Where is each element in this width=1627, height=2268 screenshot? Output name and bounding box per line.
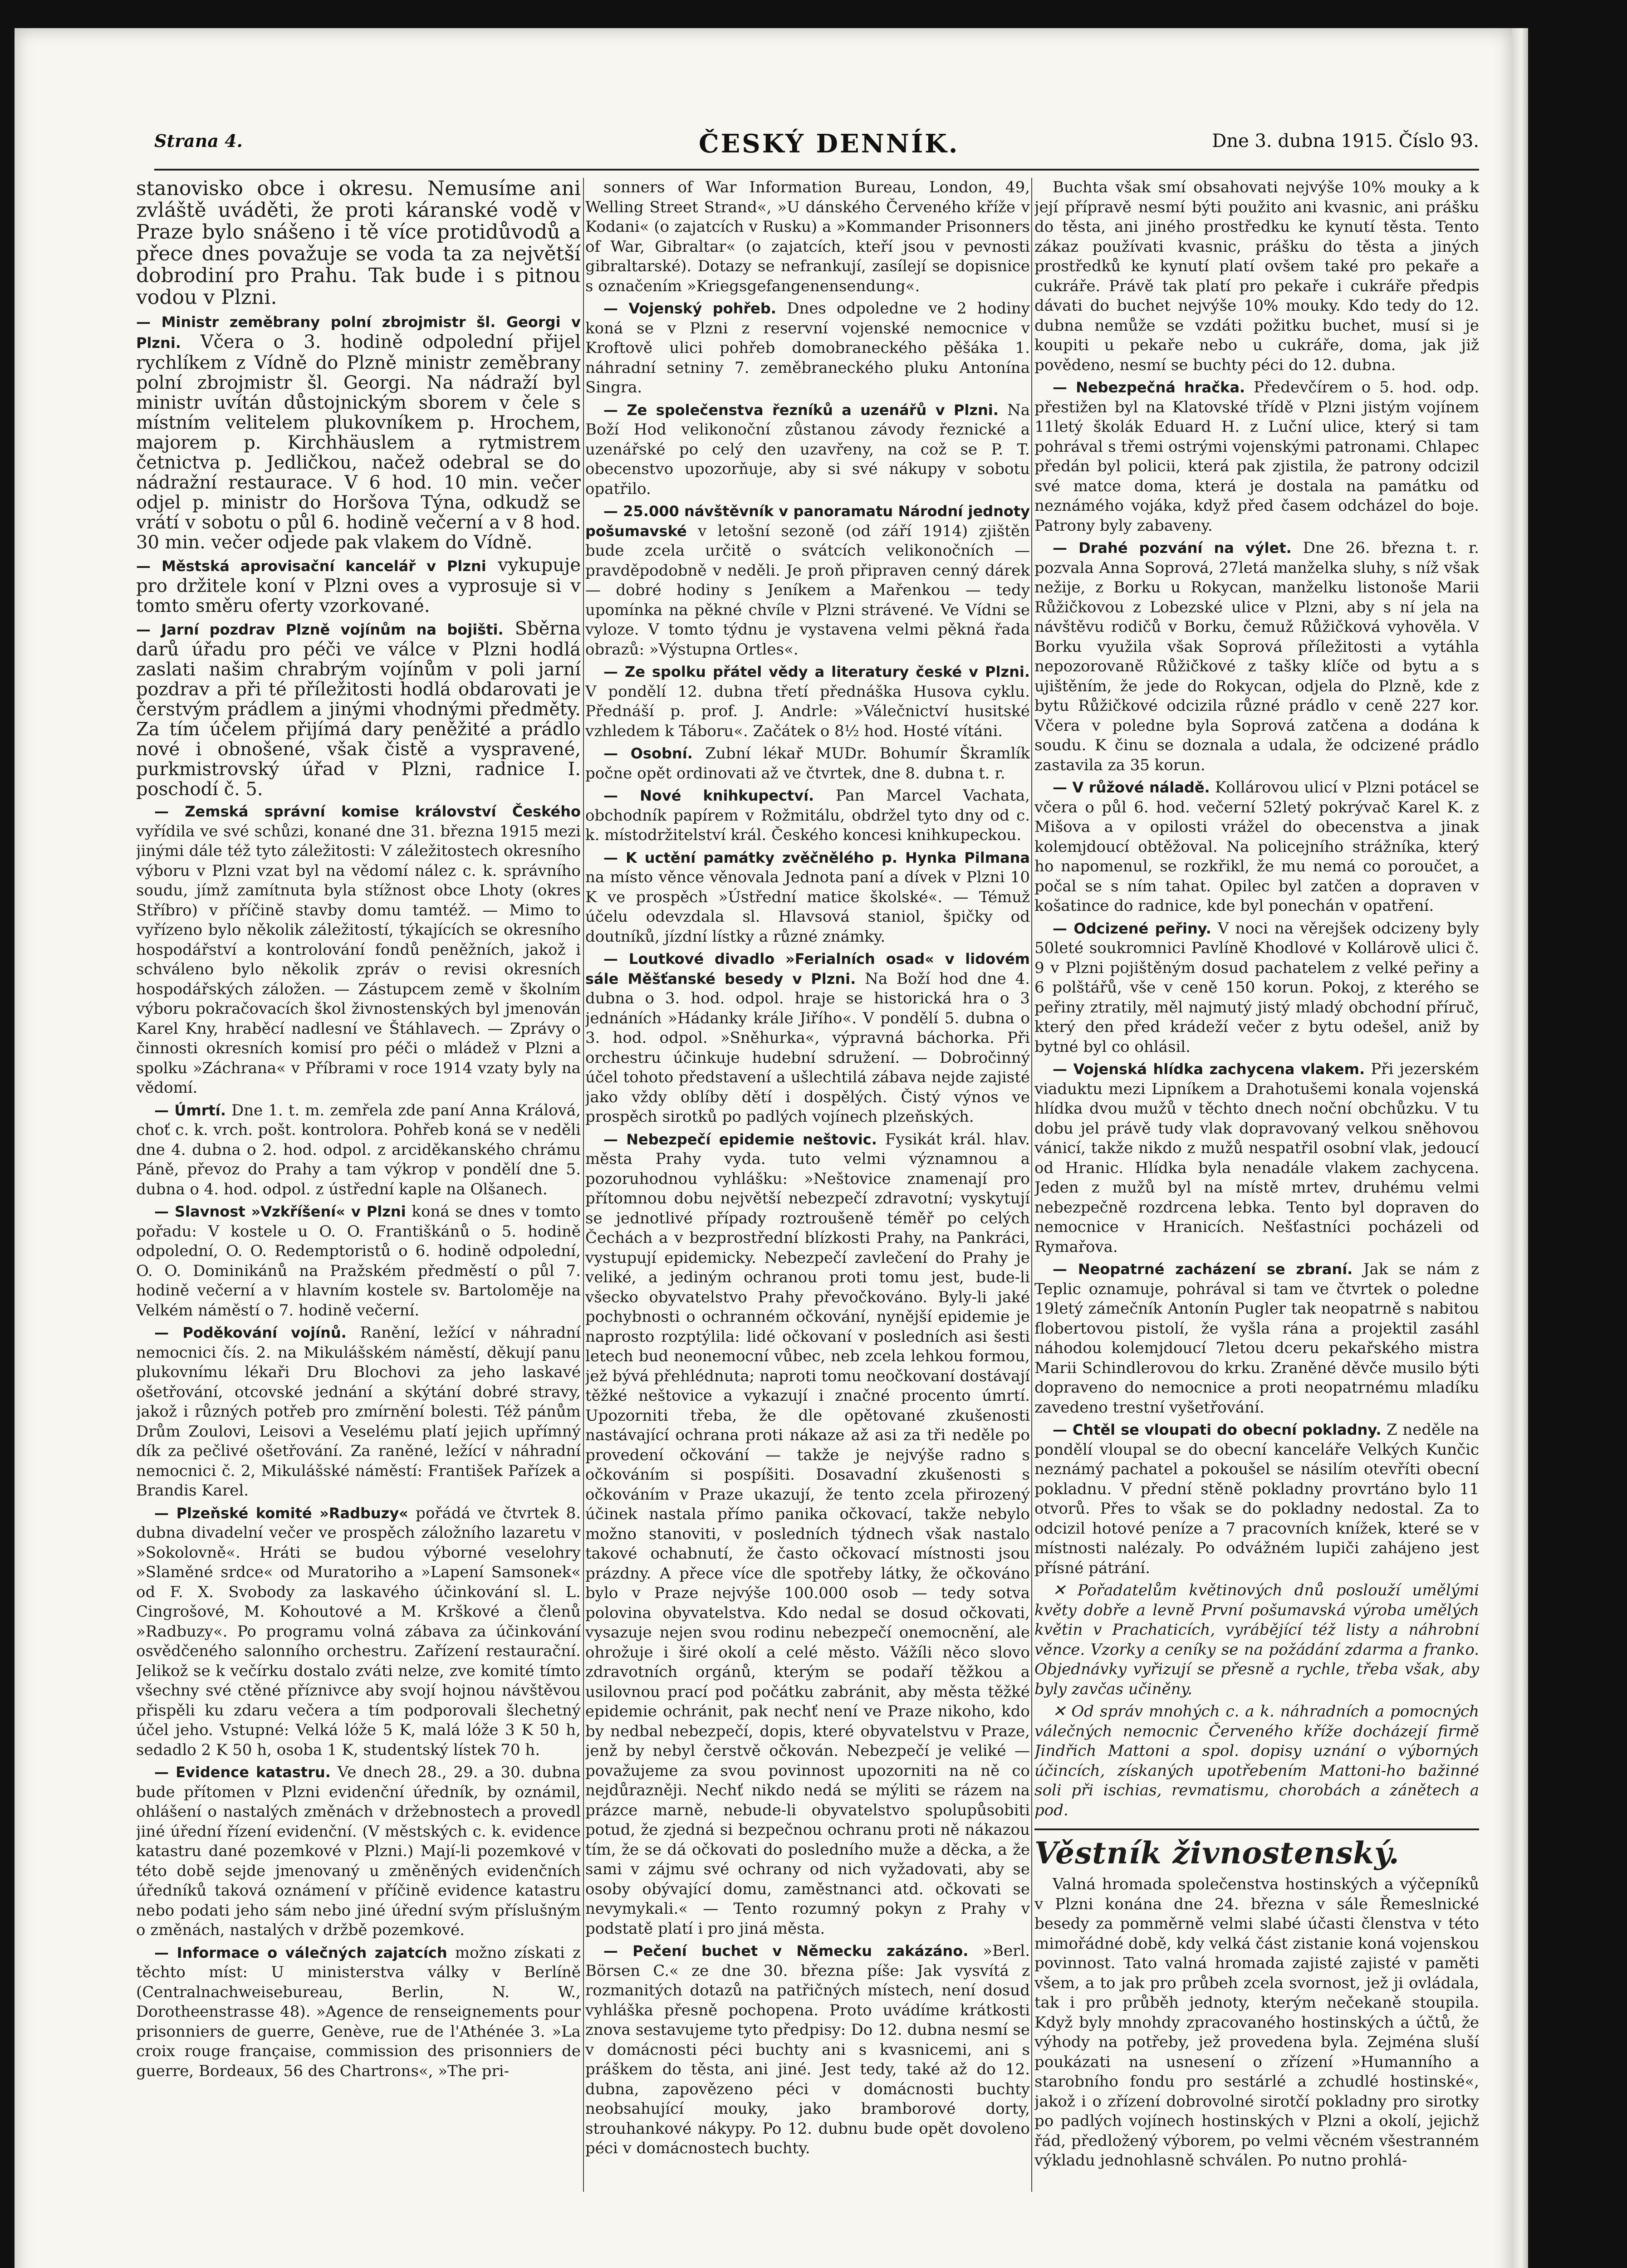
article bbox=[1034, 1060, 1479, 1257]
article-text: Dne 26. března t. r. pozvala Anna Soprová, 27letá manželka sluhy, s níž však nežije, z Borku u Rokycan, manželku listonoše Marii Růžičkovou z Lobezské ulice v Plzni, aby s ní jela na návštěvu rodičů v Borku, čemuž Růžičková vyhověla. V Borku využila však Soprová příležitosti a vytáhla nepozorovaně Růžičkové z tašky klíče od bytu a s ujištěním, že jede do Rokycan, odjela do Plzně, kde z bytu Růžičkové odcizila různé prádlo v ceně 227 kor. Včera v poledne byla Soprová zatčena a dodána k soudu. K činu se doznala a udala, že odcizené prádlo zastavila za 35 korun. bbox=[1034, 539, 1479, 774]
article-heading: — 25.000 návštěvník v panoramatu Národní jednoty pošumavské bbox=[585, 503, 1030, 540]
article bbox=[585, 744, 1030, 783]
article bbox=[1034, 538, 1479, 775]
article-text: sonners of War Information Bureau, London, 49, Welling Street Strand«, »U dánského Červeného kříže v Kodani« (o zajatcích v Rusku) a »Kommander Prisonners of War, Gibraltar« (o zajatcích, kteří jsou v pevnosti gibraltarské). Dotazy se nefrankují, zasílejí se dopisnice s označením »Kriegsgefangenensendung«. bbox=[585, 178, 1030, 295]
article-heading: — Plzeňské komité »Radbuzy« bbox=[154, 1504, 408, 1522]
article bbox=[1034, 1420, 1479, 1578]
article-text: Buchta však smí obsahovati nejvýše 10% mouky a k její přípravě nesmí býti použito ani kvasnic, ani prášku do těsta, ani jiného prostředku ke kynutí těsta. Tento zákaz používati kvasnic, prášku do těsta a jiných prostředků ke kynutí platí ovšem také pro pekaře a cukráře. Právě tak platí pro pekaře i cukráře předpis dávati do buchet nejvýše 10% mouky. Kdo tedy do 12. dubna nemůže se vzdáti požitku buchet, musí si je koupiti u pekaře nebo u cukráře, doma, jak již povědeno, nesmí se buchty péci do 12. dubna. bbox=[1034, 178, 1479, 374]
article bbox=[585, 401, 1030, 499]
column-divider bbox=[1031, 178, 1032, 2192]
article-heading: — Poděkování vojínů. bbox=[154, 1324, 347, 1341]
article-text: Zubní lékař MUDr. Bohumír Škramlík počne opět ordinovati až ve čtvrtek, dne 8. dubna t. r. bbox=[585, 744, 1030, 782]
article-text: »Berl. Börsen C.« ze dne 30. března píše: Jak vysvítá z rozmanitých dotazů na patřičných místech, není dosud vyhláška přesně pochopena. Proto uvádíme krátkosti znova sestavujeme tyto předpisy: Do 12. dubna nesmí se v domácnosti péci buchty ani s kvasnicemi, ani s práškem do těsta, ani jiné. Jest tedy, také až do 12. dubna, zapovězeno péci v domácnosti buchty neobsahující mouky, jako bramborové dorty, strouhankové nákypy. Po 12. dubnu bude opět dovoleno péci v domácnostech buchty. bbox=[585, 1942, 1030, 2157]
article-text: koná se dnes v tomto pořadu: V kostele u O. O. Františkánů o 5. hodině odpolední, O. O. Redemptoristů o 6. hodině odpolední, O. O. Dominikánů na Pražském předměstí o půl 7. hodině večerní a v hlavním kostele sv. Bartoloměje na Velkém náměstí o 7. hodině večerní. bbox=[136, 1202, 581, 1320]
article bbox=[585, 299, 1030, 398]
article-heading: — Neopatrné zacházení se zbraní. bbox=[1053, 1261, 1353, 1278]
article-text: Ve dnech 28., 29. a 30. dubna bude přítomen v Plzni evidenční úředník, by oznámil, ohlášení o nastalých změnách v držebnostech a provedl jiné úřední řízení evidenční. (V městských c. k. evidence katastru dané pozemkové v Plzni.) Mají-li pozemkové v této době sejde jmenovaný u změněných evidenčních úředníků taková oznámení v příčině evidence katastru nebo podati jeho sám nebo jiné úřední svým příslušným o změnách, nastalých v držbě pozemkové. bbox=[136, 1763, 581, 1939]
article-text: Dne 1. t. m. zemřela zde paní Anna Králová, choť c. k. vrch. pošt. kontrolora. Pohřeb koná se v neděli dne 4. dubna o 2. hod. odpol. z arciděkanského chrámu Páně, převoz do Prahy a tam výkrop v pondělí dne 5. dubna o 4. hod. odpol. z ústřední kaple na Olšanech. bbox=[136, 1101, 581, 1198]
article bbox=[1034, 778, 1479, 916]
header-rule bbox=[154, 169, 1479, 171]
page-header bbox=[154, 131, 1479, 167]
article bbox=[136, 311, 581, 552]
article-text: vykupuje pro držitele koní v Plzni oves a vyprosuje si v tomto směru oferty vzorkované. bbox=[136, 555, 581, 616]
article-heading: — Nebezpečí epidemie neštovic. bbox=[603, 1130, 877, 1148]
article bbox=[1034, 919, 1479, 1057]
article-heading: — Ze společenstva řezníků a uzenářů v Plzni. bbox=[603, 401, 999, 419]
page-edge bbox=[1512, 28, 1528, 2268]
article-heading: — Informace o válečných zajatcích bbox=[154, 1944, 447, 1961]
article-text: Valná hromada společenstva hostinských a výčepníků v Plzni konána dne 24. března v sále Řemeslnické besedy za pomměrně velmi slabé účasti členstva v této mimořádné době, kdy velká část zistanie koná vojenskou povinnost. Tato valná hromada zajisté zajisté v paměti všem, a to jak pro průbeh zcela svornost, jež ji ovládala, tak i pro průběh jednoty, kterým nečekaně stoupila. Když byly mnohdy zpracovaného hostinských a účtů, že výhody na potřeby, jež provedena byla. Zejména sluší poukázati na usnesení o zřízení »Humanního a starobního fondu pro sestárlé a zchudlé hostinské«, jakož i o zřízení dobrovolné sirotčí pokladny pro sirotky po padlých vojínech hostinských v Plzni a okolí, jejichž řád, předložený výborem, po velmi věcném všestranném výkladu jednohlasně schválen. Po nutno prohlá- bbox=[1034, 1875, 1479, 2170]
column-1 bbox=[136, 178, 581, 2192]
article bbox=[136, 619, 581, 799]
article-heading: — Městská aprovisační kancelář v Plzni bbox=[136, 557, 486, 575]
article-heading: — Vojenský pohřeb. bbox=[603, 300, 776, 317]
article-text: Pan Marcel Vachata, obchodník papírem v Rožmitálu, obdržel tyto dny od c. k. místodržitelství král. Českého koncesi knihkupeckou. bbox=[585, 787, 1030, 844]
article-text: Jak se nám z Teplic oznamuje, pohrával si tam ve čtvrtek o poledne 19letý zámečník Antonín Pugler tak neopatrně s nabitou flobertovou pistolí, že vyšla rána a projektil zasáhl náhodou kolemjdoucí 7letou dceru pekařského mistra Marii Schindlerovou do krku. Zraněné děvče musilo býti dopraveno do nemocnice a proti neopatrnému mladíku zavedeno trestní vyšetřování. bbox=[1034, 1260, 1479, 1417]
article bbox=[1034, 1581, 1479, 1699]
article-text: stanovisko obce i okresu. Nemusíme ani zvláště uváděti, že proti káranské vodě v Praze bylo snášeno i tě více protidůvodů a přece dnes považuje se voda ta za největší dobrodiní pro Prahu. Tak bude i s pitnou vodou v Plzni. bbox=[136, 178, 581, 309]
article-text: Z neděle na pondělí vloupal se do obecní kanceláře Velkých Kunčic neznámý pachatel a pokoušel se násilím otevříti obecní pokladnu. V přední stěně pokladny provrtáno bylo 11 otvorů. Přes to však se do pokladny nedostal. Za to odcizil hotové peníze a 7 pracovních knížek, které se v místnosti nalézaly. Po odvážném lupiči zahájeno jest přísné pátrání. bbox=[1034, 1421, 1479, 1577]
article-text: Sběrna darů úřadu pro péči ve válce v Plzni hodlá zaslati našim chrabrým vojínům v poli jarní pozdrav a při té příležitosti hodlá obdarovati je čerstvým prádlem a jinými vhodnými předměty. Za tím účelem přijímá dary peněžité a prádlo nové i obnošené, však čistě a vyspravené, purkmistrovský úřad v Plzni, radnice I. poschodí č. 5. bbox=[136, 618, 581, 800]
article bbox=[585, 786, 1030, 846]
article bbox=[136, 1763, 581, 1941]
article-text: Fysikát král. hlav. města Prahy vyda. tuto velmi významnou a pozoruhodnou vyhlášku: »Neštovice znamenají pro přítomnou dobu největší nebezpečí zdravotní; vyskytují se jednotlivé případy roztroušeně téměř po celých Čechách a v bezprostřední blízkosti Prahy, na Pankráci, vystupují epidemicky. Nebezpečí zavlečení do Prahy je veliké, a jediným ochranou proti tomu jest, bude-li všecko obyvatelstvo Prahy převočkováno. Byly-li jaké pochybnosti o ochranném očkování, nynější epidemie je naprosto rozptýlila: lidé očkovaní v posledních asi šesti letech bud neonemocní vůbec, neb zcela lehkou formou, jež bývá přehlédnuta; naproti tomu neočkovaní dostávají těžké neštovice a vykazují i značné procento úmrtí. Upozorniti třeba, že dle opětované zkušenosti nastávající ochrana proti nákaze až asi za tři neděle po provedení očkování — takže je nejvýše radno s očkováním si pospíšiti. Dosavadní zkušenosti s očkováním v Praze ukazují, že tento zcela přirozený účinek nastala přímo panika očkovací, takže nebylo možno stanoviti, v posledních týdnech však nastalo takové ochabnutí, že často očkovací místnosti jsou prázdny. A přece více dle spotřeby látky, že očkováno bylo v Praze nejvýše 100.000 osob — tedy sotva polovina obyvatelstva. Kdo nedal se dosud očkovati, vysazuje nejen svou rodinu nebezpečí onemocnění, ale ohrožuje i širé okolí a celé město. Vážíli něco slovo zdravotních orgánů, kterým se podaří těžkou a usilovnou prací pod počátku zabránit, aby města těžké epidemie ochránit, pak nechť není ve Praze nikoho, kdo by nedbal nebezpečí, dopis, které obyvatelstvu v Praze, jenž by nebyl čerstvě očkován. Nebezpečí je veliké — považujeme za svou povinnost upozorniti na ně co nejdůrazněji. Nechť nikdo nedá se mýliti se rázem na prázce marně, nebude-li obyvatelstvo spolupůsobiti potud, že zjedná si bezpečnou ochranu proti ně nákazou tím, že se dá očkovati do posledního muže a děcka, a že sami v zájmu své ochrany od nich vyžadovati, aby se osoby obývající domu, zaměstnanci atd. očkovati se nevymykali.« — Tento rozumný pokyn z Prahy v podstatě platí i pro jiná města. bbox=[585, 1130, 1030, 1938]
article-text: Při jezerském viaduktu mezi Lipníkem a Drahotušemi konala vojenská hlídka dvou mužů v těchto dnech noční obchůzku. V tu dobu jel právě tudy vlak dopravovaný velkou sněhovou vánicí, takže nikdo z mužů nespatřil osobní vlak, jedoucí od Hranic. Hlídka byla nenadále vlakem zachycena. Jeden z mužů byl na místě mrtev, druhému velmi nebezpečně rozdrcena lebka. Tento byl dopraven do nemocnice v Hranicích. Nešťastníci pocházeli od Rymařova. bbox=[1034, 1060, 1479, 1256]
date-and-issue: Dne 3. dubna 1915. Číslo 93. bbox=[1212, 131, 1479, 152]
article-heading: — Ministr zeměbrany polní zbrojmistr šl. Georgi v Plzni. bbox=[136, 313, 581, 352]
article bbox=[136, 178, 581, 308]
article bbox=[136, 555, 581, 616]
article-heading: — Drahé pozvání na výlet. bbox=[1053, 539, 1292, 557]
article bbox=[585, 949, 1030, 1127]
article bbox=[1034, 1702, 1479, 1820]
article-heading: — V růžové náladě. bbox=[1053, 779, 1210, 796]
article-heading: — Jarní pozdrav Plzně vojínům na bojišti. bbox=[136, 621, 504, 638]
article-text: Předevčírem o 5. hod. odp. přestižen byl na Klatovské třídě v Plzni jistým vojínem 11letý školák Eduard H. z Luční ulice, který si tam pohrával s třemi ostrými vojenskými patronami. Chlapec předán byl policii, která pak zjistila, že patrony odcizil své matce doma, která je dostala na památku od neznámého vojáka, když před časem odcházel do boje. Patrony byly zabaveny. bbox=[1034, 378, 1479, 535]
article-text: V noci na věrejšek odcizeny byly 50leté soukromnici Pavlíně Khodlové v Kollárově ulici č. 9 v Plzni pojištěným dosud pachatelem z velké peřiny a 6 polštářů, vše v ceně 150 korun. Pokoj, z kterého se peřiny ztratily, měl najmutý jistý mladý obchodní příruč, který den před krádeží večer z bytu odešel, aniž by bytné byl co ohlásil. bbox=[1034, 919, 1479, 1056]
column-2 bbox=[585, 178, 1030, 2192]
article-text: Ranění, ležící v náhradní nemocnici čís. 2. na Mikulášském náměstí, děkují panu plukovnímu lékaři Dru Blochovi za jeho laskavé ošetřování, otcovské jednání a skýtání dobré stravy, jakož i různých potřeb pro zmírnění bolesti. Též pánům Drům Zoulovi, Leisovi a Veselému platí jejich upřímný dík za pečlivé ošetřování. Za raněné, ležící v náhradní nemocnici č. 2, Mikulášské náměstí: František Pařízek a Brandis Karel. bbox=[136, 1324, 581, 1500]
section-divider bbox=[1034, 1828, 1479, 1830]
column-3 bbox=[1034, 178, 1479, 2192]
article-text: pořádá ve čtvrtek 8. dubna divadelní večer ve prospěch záložního lazaretu v »Sokolovně«. Hráti se budou výborné veselohry »Slaměné srdce« od Muratoriho a »Lapení Samsonek« od F. X. Svobody za laskavého účinkování sl. L. Cingrošové, M. Kohoutové a M. Krškové a členů »Radbuzy«. Po programu volná zábava za účinkování osvědčeného salonního orchestru. Zařízení restaurační. Jelikož se k večírku dostalo zváti nelze, zve komité tímto všechny své ctěné příznivce aby svojí hojnou návštěvou přispěli ku zdaru večera a tím podporovali šlechetný účel jeho. Vstupné: Velká lóže 5 K, malá lóže 3 K 50 h, sedadlo 2 K 50 h, osoba 1 K, studentský lístek 70 h. bbox=[136, 1504, 581, 1759]
column-divider bbox=[583, 178, 584, 2192]
article bbox=[585, 178, 1030, 296]
article bbox=[585, 1130, 1030, 1939]
article-text: ✕ Pořadatelům květinových dnů poslouží umělými květy dobře a levně První pošumavská výroba umělých květin v Prachaticích, vyrábějící též listy a náhrobní věnce. Vzorky a ceníky se na požádání zdarma a franko. Objednávky vyřizují se přesně a rychle, třeba však, aby byly zavčas učiněny. bbox=[1034, 1581, 1479, 1698]
article bbox=[136, 1202, 581, 1320]
article-text: Na Boží hod dne 4. dubna o 3. hod. odpol. hraje se historická hra o 3 jednáních »Hádanky krále Jiřího«. V pondělí 5. dubna o 3. hod. odpol. »Sněhurka«, výpravná báchorka. Při orchestru účinkuje hudební sdružení. — Dobročinný účel tohoto představení a ušlechtilá zábava nejde zajisté jako vždy oblíby dětí i dospělých. Čistý výnos ve prospěch sirotků po padlých vojínech plzeňských. bbox=[585, 969, 1030, 1126]
section-article bbox=[1034, 1875, 1479, 2171]
article bbox=[1034, 1260, 1479, 1418]
article bbox=[585, 662, 1030, 741]
column-3-articles bbox=[1034, 178, 1479, 1820]
article-heading: — Odcizené peřiny. bbox=[1053, 919, 1211, 937]
article-text: Včera o 3. hodině odpolední přijel rychlíkem z Vídně do Plzně ministr zeměbrany polní zbrojmistr šl. Georgi. Na nádraží byl ministr uvítán důstojnickým sborem v čele s místním velitelem plukovníkem p. Hrochem, majorem p. Kirchhäuslem a rytmistrem četnictva p. Jedličkou, načež odebral se do nádražní restaurace. V 6 hod. 10 min. večer odjel p. ministr do Horšova Týna, odkudž se vrátí v sobotu o půl 6. hodině večerní a v 8 hod. 30 min. večer odjede pak vlakem do Vídně. bbox=[136, 332, 581, 553]
newspaper-masthead: ČESKÝ DENNÍK. bbox=[699, 129, 960, 159]
article-text: na místo věnce věnovala Jednota paní a dívek v Plzni 10 K ve prospěch »Ústřední matice školské«. — Témuž účelu odevzdala sl. Hlavsová staniol, špičky od doutníků, jízdní lístky a různé známky. bbox=[585, 868, 1030, 946]
article-heading: — Slavnost »Vzkříšení« v Plzni bbox=[154, 1203, 406, 1220]
article-heading: — Nové knihkupectví. bbox=[603, 787, 814, 804]
article-text: vyřídila ve své schůzi, konané dne 31. března 1915 mezi jinými dále též tyto záležitosti: V záležitostech okresního výboru v Plzni vzat byl na vědomí nález c. k. správního soudu, jímž zamítnuta byla stížnost obce Lhoty (okres Stříbro) v příčině stavby domu tamtéž. — Mimo to vyřízeno bylo několik záležitostí, týkajících se okresního hospodářství a kontrolování fondů peněžních, jakož i schváleno bylo několik zpráv o revisi okresních hospodářských záložen. — Zástupcem země v školním výboru pokračovacích škol živnostenských byl jmenován Karel Kny, hraběcí nadlesní ve Štáhlavech. — Zprávy o činnosti okresních komisí pro péči o mládež v Plzni a spolku »Záchrana« v Příbrami v roce 1914 vzaty byly na vědomí. bbox=[136, 822, 581, 1097]
article-heading: — Ze spolku přátel vědy a literatury české v Plzni. bbox=[603, 663, 1030, 680]
article bbox=[136, 802, 581, 1098]
article bbox=[136, 1101, 581, 1200]
article bbox=[1034, 178, 1479, 375]
article-text: možno získati z těchto míst: U ministerstva války v Berlíně (Centralnachweisebureau, Berlin, N. W., Dorotheenstrasse 48). »Agence de renseignements pour prisonniers de guerre, Genève, rue de l'Athénée 3. »La croix rouge française, commission des prisonniers de guerre, Bordeaux, 56 des Chartrons«, »The pri- bbox=[136, 1943, 581, 2080]
article-text: v letošní sezoně (od září 1914) zjištěn bude zcela určitě o svátcích velikonočních — pravděpodobně v neděli. Je proň připraven cenný dárek — dobré hodiny s Jeníkem a Mařenkou — tedy upomínka na pěkné chvíle v Plzni strávené. Ve Vídni se vyloze. V tomto týdnu je vystavena velmi pěkná řada obrazů: »Výstupna Ortles«. bbox=[585, 522, 1030, 659]
article-text: Dnes odpoledne ve 2 hodiny koná se v Plzni z reservní vojenské nemocnice v Kroftově ulici pohřeb domobraneckého pěšáka 1. náhradní setniny 7. zeměbraneckého pluku Antonína Singra. bbox=[585, 299, 1030, 396]
article-heading: — Evidence katastru. bbox=[154, 1764, 331, 1781]
article-text: Na Boží Hod velikonoční zůstanou závody řeznické a uzenářské po celý den uzavřeny, na což se P. T. obecenstvo upozorňuje, aby si své nákupy v sobotu opatřilo. bbox=[585, 401, 1030, 498]
article bbox=[585, 502, 1030, 660]
article bbox=[585, 1941, 1030, 2159]
article-heading: — Osobní. bbox=[603, 745, 693, 762]
article-text: Kollárovou ulicí v Plzni potácel se včera o půl 6. hod. večerní 52letý pokrývač Karel K. z Mišova a v opilosti vrážel do obecenstva a jinak kolemjdoucí obtěžoval. Na policejního strážníka, který ho napomenul, se rozkřikl, že mu nemá co poroučet, a počal se s ním tahat. Opilec byl zatčen a dopraven v košatince do radnice, kde byl ponechán v opatření. bbox=[1034, 778, 1479, 915]
article bbox=[585, 848, 1030, 947]
article-heading: — K uctění památky zvěčnělého p. Hynka Pilmana bbox=[603, 849, 1030, 866]
article-text: ✕ Od správ mnohých c. a k. náhradních a pomocných válečných nemocnic Červeného kříže docházejí firmě Jindřich Mattoni a spol. dopisy uznání o výborných účincích, získaných upotřebením Mattoni-ho bažinné soli při ischias, revmatismu, chorobách a zánětech a pod. bbox=[1034, 1702, 1479, 1819]
article-heading: — Úmrtí. bbox=[154, 1101, 226, 1119]
article-heading: — Nebezpečná hračka. bbox=[1053, 379, 1245, 396]
article-heading: — Vojenská hlídka zachycena vlakem. bbox=[1053, 1061, 1365, 1078]
article bbox=[136, 1504, 581, 1760]
article-heading: — Zemská správní komise království Českého bbox=[154, 803, 581, 820]
article-heading: — Loutkové divadlo »Ferialních osad« v lidovém sále Měšťanské besedy v Plzni. bbox=[585, 950, 1030, 987]
section-title: Věstník živnostenský. bbox=[1034, 1835, 1400, 1871]
article bbox=[136, 1323, 581, 1501]
article-heading: — Pečení buchet v Německu zakázáno. bbox=[603, 1942, 969, 1960]
article-text: V pondělí 12. dubna třetí přednáška Husova cyklu. Přednáší p. prof. J. Andrle: »Válečnictví husitské vzhledem k Táboru«. Začátek o 8½ hod. Hosté vítáni. bbox=[585, 682, 1030, 740]
page-number: Strana 4. bbox=[154, 131, 243, 151]
article-heading: — Chtěl se vloupati do obecní pokladny. bbox=[1053, 1421, 1382, 1438]
article bbox=[1034, 378, 1479, 536]
article bbox=[136, 1943, 581, 2082]
